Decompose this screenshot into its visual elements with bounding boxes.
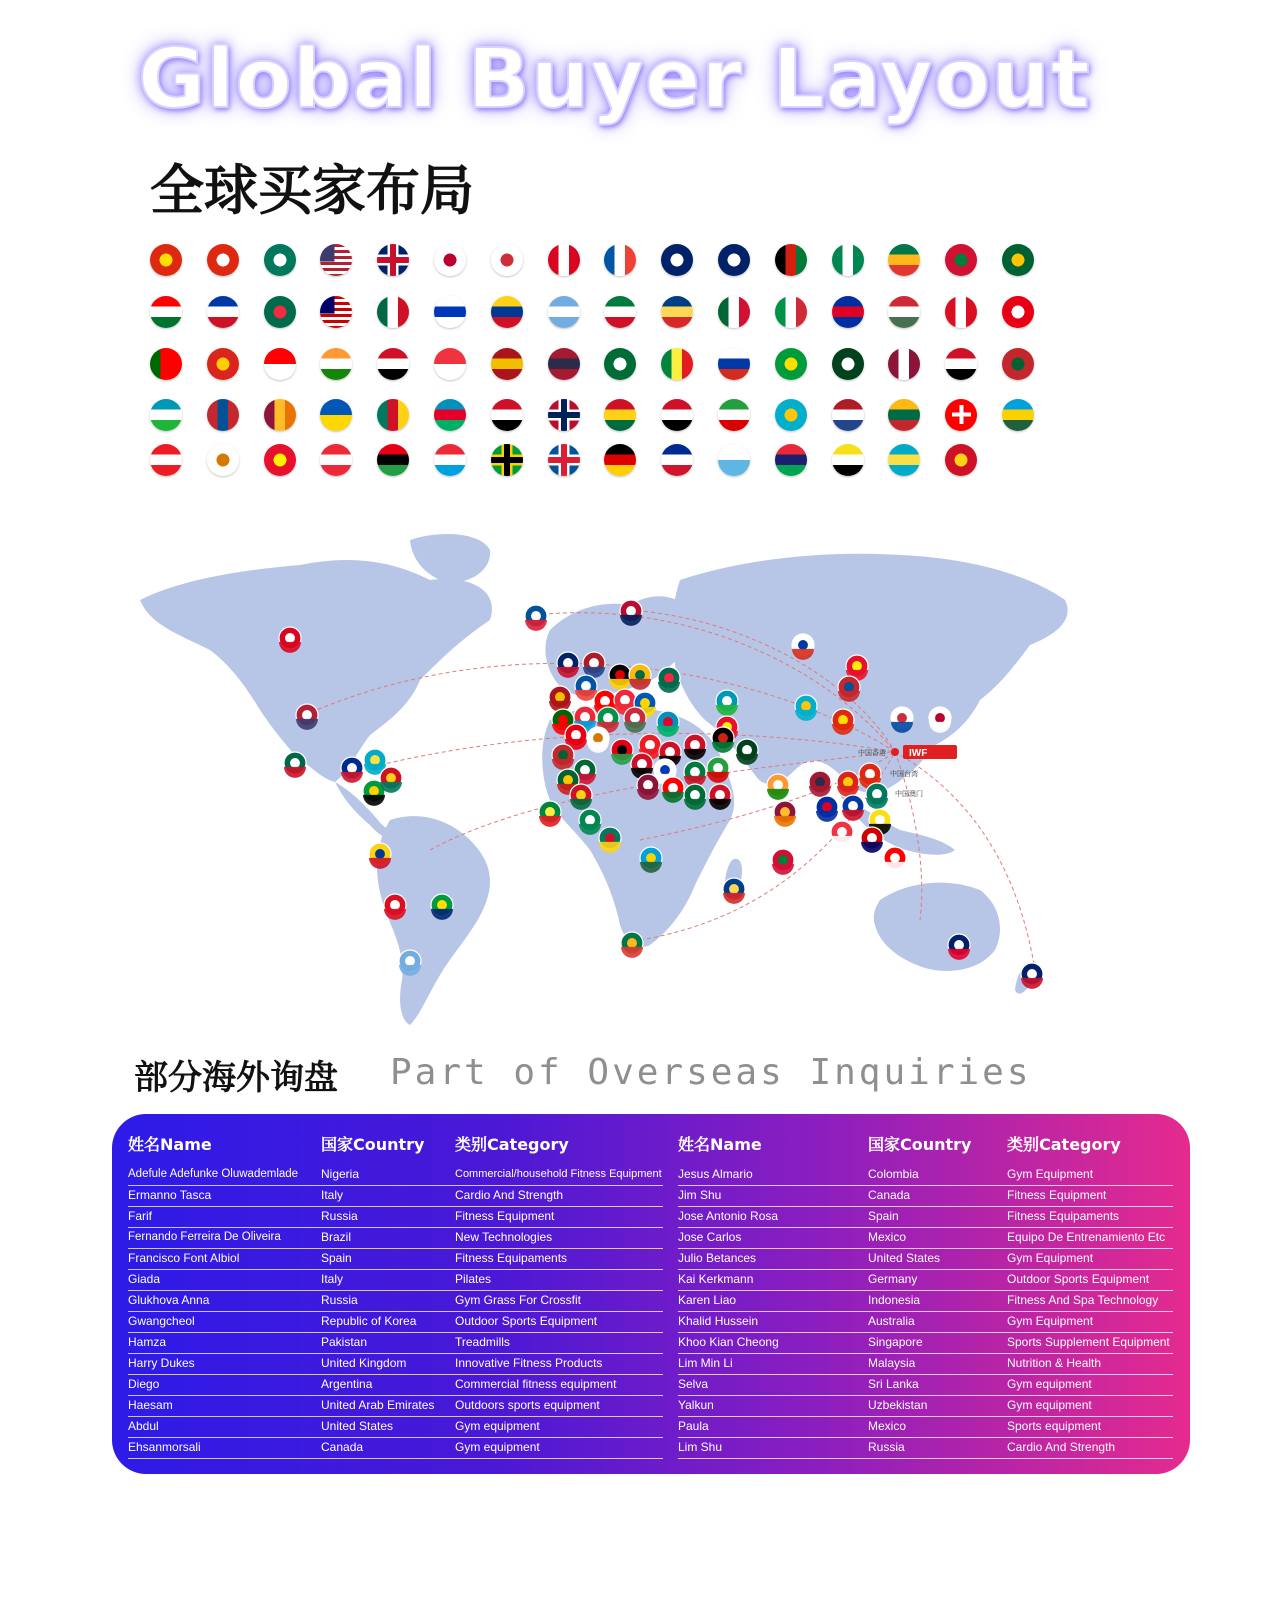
header-name-right: 姓名Name [678, 1135, 762, 1154]
flag-south-korea-icon [491, 244, 523, 276]
flag-cameroon-map-pin-icon [599, 827, 621, 853]
flag-lithuania-icon [888, 399, 920, 431]
flag-japan-map-pin-icon [929, 707, 951, 733]
flag-iraq-map-pin-icon [684, 734, 706, 760]
cell-category: Fitness Equipaments [1007, 1209, 1120, 1223]
cell-name: Jose Carlos [678, 1230, 742, 1244]
flag-norway-icon [548, 399, 580, 431]
cell-country: Brazil [321, 1230, 352, 1244]
flag-azerbaijan-icon [434, 399, 466, 431]
flag-norway-map-pin-icon [620, 600, 642, 626]
cell-category: Nutrition & Health [1007, 1356, 1102, 1370]
flag-qatar-map-pin-icon [637, 774, 659, 800]
cell-country: Uzbekistan [868, 1398, 928, 1412]
table-row [678, 1311, 1173, 1333]
cell-name: Fernando Ferreira De Oliveira [128, 1231, 281, 1243]
flag-spain-icon [491, 348, 523, 380]
flag-pakistan-icon [832, 348, 864, 380]
flag-grenada-icon [945, 444, 977, 476]
label-taiwan: 中国台湾 [890, 770, 918, 778]
flag-cameroon-icon [377, 399, 409, 431]
hub-label: IWF [909, 748, 928, 759]
cell-name: Karen Liao [678, 1293, 737, 1307]
table-row [678, 1290, 1173, 1312]
flag-sri-lanka-icon [264, 399, 296, 431]
table-row [678, 1374, 1173, 1396]
flag-brazil-map-pin-icon [431, 894, 453, 920]
table-row [678, 1416, 1173, 1438]
flag-yemen-icon [661, 399, 693, 431]
cell-country: Malaysia [868, 1356, 916, 1370]
flag-luxembourg-icon [434, 444, 466, 476]
cell-category: Gym Equipment [1007, 1167, 1094, 1181]
flag-cyprus-icon [207, 444, 239, 476]
flag-iceland-map-pin-icon [525, 605, 547, 631]
header-country-left: 国家Country [321, 1135, 425, 1154]
table-row [128, 1290, 663, 1312]
cell-category: Gym equipment [455, 1440, 540, 1454]
flag-india-icon [320, 348, 352, 380]
section-title-en: Part of Overseas Inquiries [390, 1052, 1032, 1093]
flag-seychelles-icon [661, 296, 693, 328]
cell-country: Italy [321, 1272, 344, 1286]
flag-china-icon [150, 244, 182, 276]
flag-kazakhstan-icon [775, 399, 807, 431]
flag-rwanda-icon [1002, 399, 1034, 431]
cell-name: Ermanno Tasca [128, 1188, 212, 1202]
flag-uk-map-pin-icon [557, 652, 579, 678]
table-row [128, 1395, 663, 1417]
flag-cyprus-map-pin-icon [587, 727, 609, 753]
flag-macau-icon [264, 244, 296, 276]
cell-name: Jose Antonio Rosa [678, 1209, 779, 1223]
flag-peru-icon [945, 296, 977, 328]
header-category-left: 类别Category [455, 1135, 569, 1154]
table-row [128, 1416, 663, 1438]
cell-country: Italy [321, 1188, 344, 1202]
flag-bahamas-icon [888, 444, 920, 476]
header-category-right: 类别Category [1007, 1135, 1121, 1154]
cell-name: Yalkun [678, 1398, 714, 1412]
table-row [128, 1206, 663, 1228]
flag-france-icon [604, 244, 636, 276]
flag-afghanistan-map-pin-icon [712, 727, 734, 753]
cell-country: Sri Lanka [868, 1377, 919, 1391]
flag-malaysia-map-pin-icon [861, 827, 883, 853]
cell-country: Colombia [868, 1167, 919, 1181]
flag-argentina-icon [548, 296, 580, 328]
flag-jamaica-icon [491, 444, 523, 476]
flag-canada-icon [548, 244, 580, 276]
flag-mongolia-map-pin-icon [838, 676, 860, 702]
flag-uzbekistan-map-pin-icon [716, 690, 738, 716]
cell-name: Jim Shu [678, 1188, 722, 1202]
cell-country: United States [868, 1251, 941, 1265]
flag-austria-icon [320, 444, 352, 476]
cell-name: Glukhova Anna [128, 1293, 210, 1307]
flag-egypt-icon [491, 399, 523, 431]
cell-name: Diego [128, 1377, 160, 1391]
cell-category: Gym Equipment [1007, 1314, 1094, 1328]
flag-uae-icon [150, 296, 182, 328]
cell-country: Spain [321, 1251, 352, 1265]
hub-dot [891, 748, 899, 756]
cell-name: Jesus Almario [678, 1167, 753, 1181]
cell-country: Russia [321, 1293, 358, 1307]
cell-category: Cardio And Strength [1007, 1440, 1116, 1454]
table-row [678, 1164, 1173, 1186]
flag-spain-map-pin-icon [549, 686, 571, 712]
cell-name: Julio Betances [678, 1251, 757, 1265]
table-row [128, 1269, 663, 1291]
flag-seychelles-map-pin-icon [723, 878, 745, 904]
flag-russia-icon [718, 348, 750, 380]
cell-category: Fitness Equipaments [455, 1251, 568, 1265]
flag-mongolia-icon [207, 399, 239, 431]
flag-bangladesh-icon [264, 296, 296, 328]
flag-kazakhstan-map-pin-icon [795, 695, 817, 721]
flag-ghana-icon [604, 399, 636, 431]
flag-kuwait-map-pin-icon [684, 761, 706, 787]
flag-ghana-map-pin-icon [570, 784, 592, 810]
flag-saudi-arabia-map-pin-icon [684, 784, 706, 810]
cell-country: Russia [321, 1209, 358, 1223]
flag-hong-kong-icon [207, 244, 239, 276]
cell-name: Adefule Adefunke Oluwademlade [128, 1168, 299, 1180]
flag-senegal-icon [661, 348, 693, 380]
flag-macau-map-pin-icon [866, 783, 888, 809]
flag-brazil-icon [775, 348, 807, 380]
flag-hungary-icon [888, 296, 920, 328]
cell-category: Sports Supplement Equipment [1007, 1335, 1170, 1349]
flag-cambodia-map-pin-icon [816, 796, 838, 822]
flag-hungary-map-pin-icon [624, 707, 646, 733]
cell-category: Fitness And Spa Technology [1007, 1293, 1159, 1307]
flag-mauritius-icon [775, 444, 807, 476]
flag-libya-map-pin-icon [611, 739, 633, 765]
flag-iceland-icon [548, 444, 580, 476]
flag-senegal-map-pin-icon [539, 801, 561, 827]
cell-name: Ehsanmorsali [128, 1440, 201, 1454]
flag-iran-map-pin-icon [707, 757, 729, 783]
cell-category: Gym equipment [455, 1419, 540, 1433]
cell-country: Spain [868, 1209, 899, 1223]
flag-azerbaijan-map-pin-icon [657, 711, 679, 737]
flag-argentina-map-pin-icon [399, 950, 421, 976]
flag-india-map-pin-icon [767, 774, 789, 800]
cell-name: Gwangcheol [128, 1314, 195, 1328]
flag-brunei-icon [832, 444, 864, 476]
table-row [128, 1353, 663, 1375]
flag-kyrgyzstan-icon [264, 444, 296, 476]
flag-peru-map-pin-icon [384, 894, 406, 920]
flag-netherlands-icon [832, 399, 864, 431]
cell-country: Pakistan [321, 1335, 368, 1349]
flag-morocco-map-pin-icon [552, 744, 574, 770]
flag-maldives-map-pin-icon [772, 849, 794, 875]
cell-name: Selva [678, 1377, 709, 1391]
flag-germany-icon [604, 444, 636, 476]
cell-category: Gym Equipment [1007, 1251, 1094, 1265]
cell-country: United Arab Emirates [321, 1398, 435, 1412]
label-macau: 中国澳门 [895, 790, 923, 798]
flag-germany-map-pin-icon [609, 664, 631, 690]
flag-cuba-icon [661, 444, 693, 476]
flag-algeria-icon [718, 296, 750, 328]
flag-thailand-icon [548, 348, 580, 380]
world-map [120, 520, 1100, 1040]
flag-philippines-icon [207, 296, 239, 328]
flag-south-africa-icon [888, 244, 920, 276]
cell-name: Khalid Hussein [678, 1314, 759, 1328]
flag-lebanon-icon [150, 444, 182, 476]
cell-category: Outdoor Sports Equipment [1007, 1272, 1150, 1286]
flag-grenada-map-pin-icon [380, 767, 402, 793]
table-row [678, 1437, 1173, 1459]
flag-france-map-pin-icon [575, 675, 597, 701]
cell-category: Treadmills [455, 1335, 510, 1349]
table-row [128, 1248, 663, 1270]
cell-country: Nigeria [321, 1167, 360, 1181]
flag-maldives-icon [945, 244, 977, 276]
cell-category: Gym equipment [1007, 1377, 1092, 1391]
table-row [128, 1164, 663, 1186]
flag-san-marino-icon [718, 444, 750, 476]
cell-category: Innovative Fitness Products [455, 1356, 603, 1370]
cell-country: United Kingdom [321, 1356, 407, 1370]
flag-libya-icon [377, 444, 409, 476]
flag-vietnam-map-pin-icon [837, 771, 859, 797]
flag-colombia-map-pin-icon [369, 843, 391, 869]
cell-country: Canada [868, 1188, 911, 1202]
cell-country: Argentina [321, 1377, 373, 1391]
flag-philippines-map-pin-icon [842, 795, 864, 821]
flag-indonesia-icon [264, 348, 296, 380]
section-title-cn: 部分海外询盘 [134, 1058, 338, 1098]
flag-grid [0, 0, 1280, 520]
flag-italy-icon [775, 296, 807, 328]
cell-country: Germany [868, 1272, 918, 1286]
cell-category: New Technologies [455, 1230, 553, 1244]
landmass-greenland [410, 534, 490, 582]
flag-iraq-icon [945, 348, 977, 380]
flag-israel-icon [434, 296, 466, 328]
page-subtitle-cn: 全球买家布局 [150, 159, 474, 222]
flag-uzbekistan-icon [150, 399, 182, 431]
cell-name: Khoo Kian Cheong [678, 1335, 779, 1349]
cell-category: Equipo De Entrenamiento Etc [1007, 1230, 1166, 1244]
flag-bangladesh-map-pin-icon [658, 667, 680, 693]
flag-tunisia-icon [1002, 296, 1034, 328]
flag-ukraine-icon [320, 399, 352, 431]
flag-mauritania-icon [1002, 244, 1034, 276]
flag-morocco-icon [1002, 348, 1034, 380]
cell-country: United States [321, 1419, 394, 1433]
cell-name: Lim Min Li [678, 1356, 733, 1370]
flag-nigeria-map-pin-icon [579, 809, 601, 835]
cell-category: Gym Grass For Crossfit [455, 1293, 582, 1307]
flag-vietnam-icon [207, 348, 239, 380]
flag-qatar-icon [888, 348, 920, 380]
cell-category: Gym equipment [1007, 1398, 1092, 1412]
table-row [678, 1395, 1173, 1417]
flag-portugal-icon [150, 348, 182, 380]
flag-australia-map-pin-icon [948, 934, 970, 960]
table-row [128, 1185, 663, 1207]
flag-iran-icon [718, 399, 750, 431]
cell-name: Hamza [128, 1335, 167, 1349]
cell-category: Commercial fitness equipment [455, 1377, 617, 1391]
flag-indonesia-map-pin-icon [884, 847, 906, 873]
cell-country: Australia [868, 1314, 915, 1328]
flag-japan-icon [434, 244, 466, 276]
cell-country: Canada [321, 1440, 364, 1454]
flag-yemen-map-pin-icon [709, 784, 731, 810]
table-row [678, 1332, 1173, 1354]
cell-category: Pilates [455, 1272, 492, 1286]
flag-uk-icon [377, 244, 409, 276]
cell-name: Kai Kerkmann [678, 1272, 754, 1286]
cell-name: Giada [128, 1272, 161, 1286]
cell-name: Francisco Font Albiol [128, 1251, 240, 1265]
cell-category: Fitness Equipment [455, 1209, 555, 1223]
flag-netherlands-map-pin-icon [583, 652, 605, 678]
flag-mexico-icon [377, 296, 409, 328]
flag-afghanistan-icon [775, 244, 807, 276]
header-country-right: 国家Country [868, 1135, 972, 1154]
flag-china-map-pin-icon [832, 709, 854, 735]
table-row [678, 1206, 1173, 1228]
flag-sri-lanka-map-pin-icon [774, 801, 796, 827]
flag-cuba-map-pin-icon [341, 757, 363, 783]
continent-south-america [377, 816, 490, 1025]
cell-name: Farif [128, 1209, 152, 1223]
flag-south-korea-map-pin-icon [891, 707, 913, 733]
cell-name: Lim Shu [678, 1440, 723, 1454]
flag-kuwait-icon [604, 296, 636, 328]
table-row [678, 1185, 1173, 1207]
table-row [128, 1437, 663, 1459]
flag-cambodia-icon [832, 296, 864, 328]
cell-country: Singapore [868, 1335, 923, 1349]
flag-colombia-icon [491, 296, 523, 328]
flag-singapore-map-pin-icon [831, 821, 853, 847]
flag-new-zealand-icon [661, 244, 693, 276]
cell-category: Outdoors sports equipment [455, 1398, 600, 1412]
flag-syria-icon [377, 348, 409, 380]
continent-australia [874, 883, 1000, 971]
cell-category: Cardio And Strength [455, 1188, 564, 1202]
flag-singapore-icon [434, 348, 466, 380]
flag-new-zealand-map-pin-icon [1021, 963, 1043, 989]
table-row [678, 1269, 1173, 1291]
label-hong-kong: 中国香港 [858, 749, 886, 757]
flag-uae-map-pin-icon [662, 777, 684, 803]
flag-malaysia-icon [320, 296, 352, 328]
continents [140, 534, 1068, 1025]
flag-rwanda-map-pin-icon [640, 847, 662, 873]
flag-pakistan-map-pin-icon [736, 739, 758, 765]
cell-category: Fitness Equipment [1007, 1188, 1107, 1202]
flag-australia-icon [718, 244, 750, 276]
cell-country: Russia [868, 1440, 905, 1454]
cell-name: Paula [678, 1419, 709, 1433]
flag-south-africa-map-pin-icon [621, 932, 643, 958]
cell-name: Haesam [128, 1398, 173, 1412]
flag-nigeria-icon [832, 244, 864, 276]
cell-country: Indonesia [868, 1293, 921, 1307]
flag-switzerland-icon [945, 399, 977, 431]
cell-country: Republic of Korea [321, 1314, 417, 1328]
cell-category: Outdoor Sports Equipment [455, 1314, 598, 1328]
cell-country: Mexico [868, 1230, 907, 1244]
cell-country: Mexico [868, 1419, 907, 1433]
flag-russia-map-pin-icon [792, 634, 814, 660]
header-name-left: 姓名Name [128, 1135, 212, 1154]
cell-category: Commercial/household Fitness Equipment [455, 1168, 662, 1180]
cell-name: Harry Dukes [128, 1356, 195, 1370]
flag-lithuania-map-pin-icon [629, 664, 651, 690]
table-row [128, 1311, 663, 1333]
flag-saudi-arabia-icon [604, 348, 636, 380]
page-title: Global Buyer Layout [138, 32, 1091, 127]
cell-category: Sports equipment [1007, 1419, 1102, 1433]
flag-thailand-map-pin-icon [809, 771, 831, 797]
table-row [128, 1332, 663, 1354]
continent-north-america [140, 560, 492, 782]
table-row [678, 1353, 1173, 1375]
table-row [128, 1227, 663, 1249]
flag-usa-map-pin-icon [296, 704, 318, 730]
flag-canada-map-pin-icon [279, 627, 301, 653]
flag-usa-icon [320, 244, 352, 276]
table-row [678, 1248, 1173, 1270]
cell-name: Abdul [128, 1419, 159, 1433]
table-row [678, 1227, 1173, 1249]
flag-mexico-map-pin-icon [284, 752, 306, 778]
table-row [128, 1374, 663, 1396]
